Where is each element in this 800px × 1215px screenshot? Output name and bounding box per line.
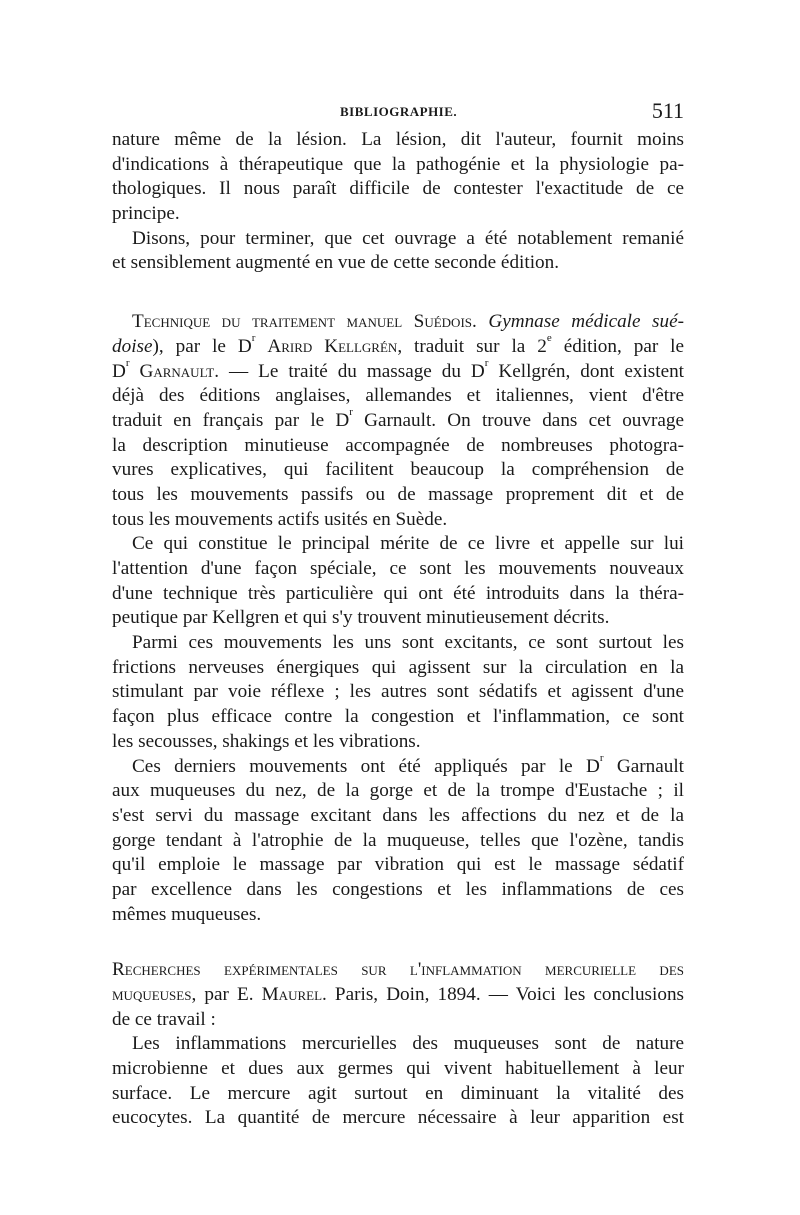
translator-name: Garnault [139,360,215,382]
text-line: peutique par Kellgren et qui s'y trouvent minutieusement décrits. [112,607,610,629]
text-line: stimulant par voie réflexe ; les autres sont sédatifs et agissent d'une [112,681,684,703]
text-line: traduit en français par le $D^r$ Garnault. On trouve dans cet ouvrage [112,408,684,431]
text-line: les secousses, shakings et les vibrations. [112,730,421,752]
review-subtitle: Gymnase médicale sué- [488,311,684,333]
text-line: Les inflammations mercurielles des muqueuses sont de nature [132,1033,684,1055]
text-line: et sensiblement augmenté en vue de cette seconde édition. [112,252,560,274]
text-line: par excellence dans les congestions et les inflammations de ces [112,878,684,900]
text-line: $D^r$ Garnault. — Le traité du massage du $D^r$ Kellgrén, dont existent [112,359,684,382]
text-line: Parmi ces mouvements les uns sont excitants, ce sont surtout les [132,632,684,654]
section-gap [112,927,684,958]
text-line: mêmes muqueuses. [112,903,262,925]
text-line: vures explicatives, qui facilitent beaucoup la compréhension de [112,459,684,481]
text-line: d'indications à thérapeutique que la pathogénie et la physiologie pa- [112,153,684,175]
running-title: BIBLIOGRAPHIE. [340,104,458,119]
text-line: façon plus efficace contre la congestion et l'inflammation, ce sont [112,706,684,728]
text-line: eucocytes. La quantité de mercure nécessaire à leur apparition est [112,1107,684,1129]
text-line: frictions nerveuses énergiques qui agissent sur la circulation en la [112,656,684,678]
text-line: s'est servi du massage excitant dans les affections du nez et de la [112,804,684,826]
text-line: gorge tendant à l'atrophie de la muqueuse, telles que l'ozène, tandis [112,829,684,851]
review-title: Recherches expérimentales sur l'inflammation mercurielle des [112,959,684,981]
text-line: qu'il emploie le massage par vibration qui est le massage sédatif [112,854,684,876]
author-name: Maurel [261,984,323,1005]
text-line: muqueuses, par E. Maurel. Paris, Doin, 1894. — Voici les conclusions [112,984,684,1005]
text-line: la description minutieuse accompagnée de nombreuses photogra- [112,434,684,456]
text-line: l'attention d'une façon spéciale, ce sont les mouvements nouveaux [112,558,684,579]
text-line: principe. [112,203,180,225]
text-line: de ce travail : [112,1008,216,1030]
page-header [112,98,684,128]
page-number: 511 [651,98,684,123]
review-heading-line [112,310,684,335]
text-line: doise), par le $D^r$ Arird Kellgrén, traduit sur la 2e édition, par le [112,334,684,357]
review-title: Technique du traitement manuel Suédois. [132,311,477,333]
text-line: surface. Le mercure agit surtout en diminuant la vitalité des [112,1082,684,1104]
body-text [112,128,684,1131]
review-heading-line [112,958,684,983]
text-line: Ce qui constitue le principal mérite de ce livre et appelle sur lui [132,533,684,555]
text-line: Ces derniers mouvements ont été appliqués par le $D^r$ Garnault [132,754,684,777]
text-line: Disons, pour terminer, que cet ouvrage a été notablement remanié [132,227,684,249]
text-line: thologiques. Il nous paraît difficile de contester l'exactitude de ce [112,178,684,200]
text-line: tous les mouvements passifs ou de massage proprement dit et de [112,483,684,505]
text-line: aux muqueuses du nez, de la gorge et de la trompe d'Eustache ; il [112,780,684,802]
text-line: microbienne et dues aux germes qui vivent habituellement à leur [112,1058,684,1080]
text-line: tous les mouvements actifs usités en Suède. [112,508,448,530]
section-gap [112,276,684,310]
author-name: Arird Kellgrén [267,335,398,357]
text-line: déjà des éditions anglaises, allemandes et italiennes, vient d'être [112,385,684,407]
text-line: d'une technique très particulière qui ont été introduits dans la théra- [112,582,684,604]
text-line: nature même de la lésion. La lésion, dit l'auteur, fournit moins [112,129,684,150]
